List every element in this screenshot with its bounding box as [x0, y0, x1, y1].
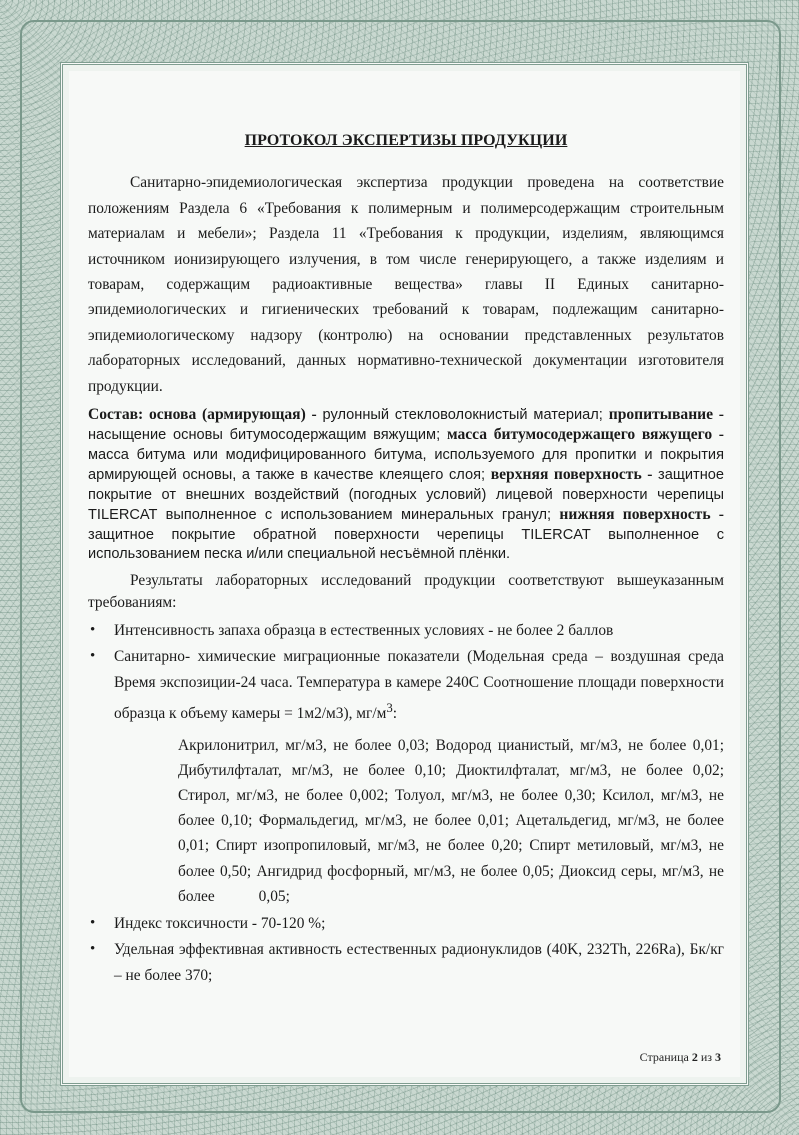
results-list — [88, 618, 724, 988]
composition-paragraph — [88, 405, 724, 564]
composition-label-binder: масса битумосодержащего вяжущего - — [446, 426, 724, 444]
composition-label-top: верхняя поверхность - — [490, 466, 653, 484]
intro-paragraph: Санитарно-эпидемиологическая экспертиза продукции проведена на соответствие положениям Раздела 6 «Требования к полимерным и полимерсодержащим строительным материалам и мебели»; Раздела 11 «Требования к продукции, изделиям, являющимся источником ионизирующего излучения, в том числе генерирующего, а также изделиям и товарам, содержащим радиоактивные вещества» главы II Единых санитарно-эпидемиологических и гигиенических требований к товарам, подлежащим санитарно-эпидемиологическому надзору (контролю) на основании представленных результатов лабораторных исследований, данных нормативно-технической документации изготовителя продукции. — [88, 174, 724, 395]
composition-text-binder: масса битума или модифицированного битума, используемого для пропитки и покрытия армирующей основы, а также в качестве клеящего слоя; — [88, 446, 724, 484]
composition-text-impregnation: насыщение основы битумосодержащим вяжущим; — [88, 427, 447, 444]
page-total: 3 — [715, 1050, 721, 1064]
substances-text: Акрилонитрил, мг/м3, не более 0,03; Водород цианистый, мг/м3, не более 0,01; Дибутилфталат, мг/м3, не более 0,10; Диоктилфталат, мг/м3, не более 0,02; Стирол, мг/м3, не более 0,002; Толуол, мг/м3, не более 0,30; Ксилол, мг/м3, не более 0,10; Формальдегид, мг/м3, не более 0,01; Ацетальдегид, мг/м3, не более 0,01; Спирт изопропиловый, мг/м3, не более 0,20; Спирт метиловый, мг/м3, не более 0,50; Ангидрид фосфорный, мг/м3, не более 0,05; Диоксид серы, мг/м3, не более — [178, 736, 724, 905]
composition-text-base: рулонный стекловолокнистый материал; — [316, 407, 609, 424]
page-number — [640, 1050, 721, 1065]
composition-text-bottom: защитное покрытие обратной поверхности черепицы TILERCAT выполненное с использованием песка и/или специальной несъёмной плёнки. — [88, 526, 724, 562]
radionuclide-activity-text: Удельная эффективная активность естественных радионуклидов (40K, 232Th, 226Ra), Бк/кг – не более 370; — [114, 940, 724, 984]
composition-label-impregnation: пропитывание - — [608, 406, 724, 424]
cubic-superscript: 3 — [386, 700, 393, 715]
results-intro: Результаты лабораторных исследований продукции соответствуют вышеуказанным требованиям: — [88, 572, 724, 612]
list-item — [88, 644, 724, 909]
list-item — [88, 618, 724, 644]
odor-intensity-text: Интенсивность запаха образца в естественных условиях - не более 2 баллов — [114, 622, 614, 640]
page-of: из — [700, 1050, 712, 1064]
composition-label-bottom: нижняя поверхность - — [559, 506, 724, 524]
list-item — [88, 911, 724, 937]
composition-label-base: Состав: основа (армирующая) - — [88, 406, 317, 424]
toxicity-index-text: Индекс токсичности - 70-120 %; — [114, 915, 326, 933]
page-current: 2 — [691, 1050, 698, 1064]
sulfur-dioxide-limit: 0,05; — [258, 887, 290, 905]
document-body — [88, 128, 724, 988]
substances-limits — [178, 733, 724, 909]
migration-indicators-text: Санитарно- химические миграционные показатели (Модельная среда – воздушная среда Время экспозиции-24 часа. Температура в камере 240С Соотношение площади поверхности образца к объему камеры = 1м2/м3), мг/м — [114, 648, 724, 722]
document-title: ПРОТОКОЛ ЭКСПЕРТИЗЫ ПРОДУКЦИИ — [244, 132, 568, 149]
composition-text-top: защитное покрытие от внешних воздействий (погодных условий) лицевой поверхности черепицы TILERCAT выполненное с использованием минеральных гранул; — [88, 467, 724, 524]
list-item — [88, 937, 724, 989]
migration-indicators-colon: : — [392, 704, 398, 722]
page-label: Страница — [639, 1050, 689, 1064]
